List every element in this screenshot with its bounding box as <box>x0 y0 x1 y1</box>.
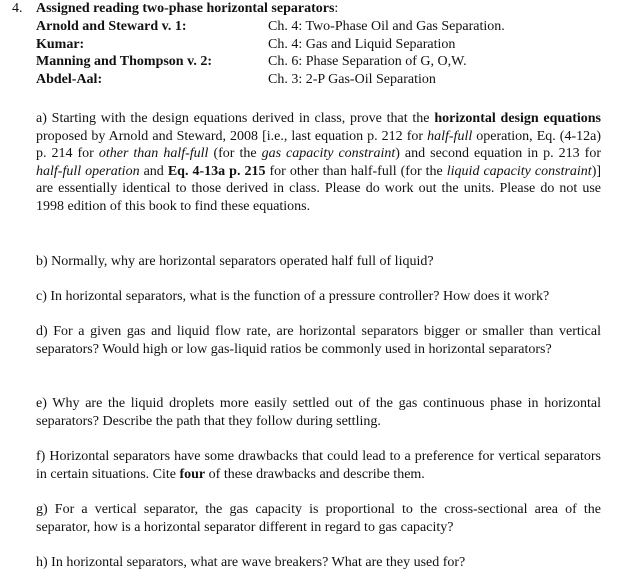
reading-author: Manning and Thompson v. 2: <box>36 54 212 69</box>
question-a-italic: half-full operation <box>36 163 140 179</box>
question-a-bold: Eq. 4-13a p. 215 <box>167 163 266 179</box>
question-e: e) Why are the liquid droplets more easily settled out of the gas continuous phase in horizontal separators? Describe the path that they follow during settling. <box>36 396 601 429</box>
reading-item <box>36 53 505 71</box>
question-f-text: f) Horizontal separators have some drawbacks that could lead to a preference for vertical separators in certain situations. Cite <box>36 449 601 482</box>
question-a-text: a) Starting with the design equations derived in class, prove that the <box>36 111 435 126</box>
question-a-italic: other than half-full <box>98 146 209 162</box>
section-heading <box>36 0 338 17</box>
question-a-text: proposed by Arnold and Steward, 2008 [i.e., last equation p. 212 for <box>36 128 428 144</box>
question-a-text: )] are essentially identical to those derived in class. Please do work out the units. Please do not use 1998 edition of this book to find these equations. <box>36 163 602 214</box>
reading-chapter: Ch. 4: Two-Phase Oil and Gas Separation. <box>268 19 505 34</box>
reading-item <box>36 36 505 54</box>
reading-chapter: Ch. 3: 2-P Gas-Oil Separation <box>268 71 436 87</box>
question-a-text: for other than half-full (for the <box>265 163 447 179</box>
question-a <box>36 110 601 216</box>
question-c: c) In horizontal separators, what is the function of a pressure controller? How does it work? <box>36 289 550 304</box>
reading-item <box>36 18 505 36</box>
question-a-bold: horizontal design equations <box>434 111 602 126</box>
question-a-text: and <box>139 163 168 179</box>
reading-list <box>36 18 505 88</box>
question-f-bold: four <box>179 466 206 482</box>
question-a-text: ) and second equation in p. 213 for <box>395 146 601 162</box>
question-a-text: (for the <box>208 146 262 162</box>
reading-author: Arnold and Steward v. 1: <box>36 19 187 34</box>
question-h: h) In horizontal separators, what are wave breakers? What are they used for? <box>36 555 466 570</box>
reading-item <box>36 71 505 89</box>
question-d: d) For a given gas and liquid flow rate, are horizontal separators bigger or smaller than vertical separators? Would high or low gas-liquid ratios be commonly used in horizontal separators? <box>36 324 601 357</box>
question-b: b) Normally, why are horizontal separators operated half full of liquid? <box>36 254 434 269</box>
reading-chapter: Ch. 6: Phase Separation of G, O,W. <box>268 54 467 69</box>
question-a-italic: gas capacity constraint <box>261 146 396 162</box>
question-f <box>36 448 601 483</box>
question-number: 4. <box>12 1 23 16</box>
question-a-text: operation, Eq. (4-12a) p. 214 for <box>36 128 601 162</box>
reading-author: Kumar: <box>36 36 85 52</box>
reading-author: Abdel-Aal: <box>36 71 103 87</box>
heading-title: Assigned reading two-phase horizontal separators <box>36 1 335 16</box>
question-a-italic: liquid capacity constraint <box>446 163 592 179</box>
question-f-text: of these drawbacks and describe them. <box>205 466 425 482</box>
question-a-italic: half-full <box>427 128 473 144</box>
reading-chapter: Ch. 4: Gas and Liquid Separation <box>268 36 456 52</box>
question-g: g) For a vertical separator, the gas capacity is proportional to the cross-sectional area of the separator, how is a horizontal separator different in regard to gas capacity? <box>36 502 601 535</box>
heading-colon: : <box>334 1 339 16</box>
